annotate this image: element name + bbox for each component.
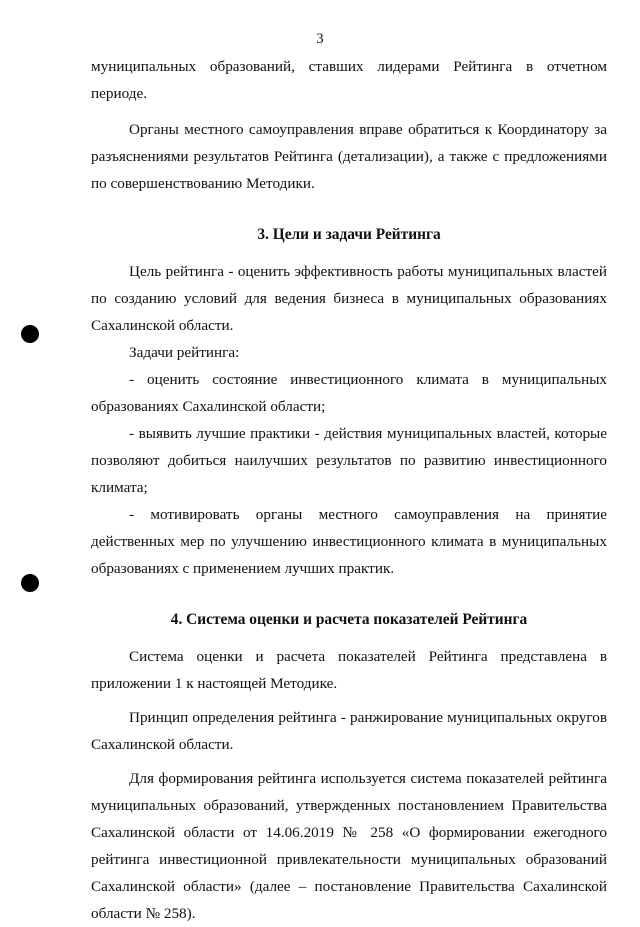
paragraph: муниципальных образований, ставших лидерами Рейтинга в отчетном периоде.: [91, 58, 607, 102]
section-heading: 4. Система оценки и расчета показателей Рейтинга: [170, 611, 528, 628]
punch-hole-mark: [21, 574, 39, 592]
paragraph: Органы местного самоуправления вправе обратиться к Координатору за разъяснениями результатов Рейтинга (детализации), а также с предложениями по совершенствованию Методики.: [91, 121, 607, 192]
list-item: - выявить лучшие практики - действия муниципальных властей, которые позволяют добиться наилучших результатов по развитию инвестиционного климата;: [91, 425, 607, 496]
paragraph: Цель рейтинга - оценить эффективность работы муниципальных властей по созданию условий для ведения бизнеса в муниципальных образованиях Сахалинской области.: [91, 263, 607, 334]
page-number: 3: [316, 31, 324, 47]
list-item: - мотивировать органы местного самоуправления на принятие действенных мер по улучшению инвестиционного климата в муниципальных образованиях с применением лучших практик.: [91, 506, 607, 577]
paragraph: Система оценки и расчета показателей Рейтинга представлена в приложении 1 к настоящей Методике.: [91, 648, 607, 692]
document-body: [91, 53, 607, 927]
list-item: - оценить состояние инвестиционного климата в муниципальных образованиях Сахалинской области;: [91, 371, 607, 415]
paragraph: Для формирования рейтинга используется система показателей рейтинга муниципальных образований, утвержденных постановлением Правительства Сахалинской области от 14.06.2019 № 258 «О формировании ежегодного рейтинга инвестиционной привлекательности муниципальных образований Сахалинской области» (далее – постановление Правительства Сахалинской области № 258).: [91, 770, 607, 922]
tasks-label: Задачи рейтинга:: [129, 344, 240, 361]
punch-hole-mark: [21, 325, 39, 343]
section-heading: 3. Цели и задачи Рейтинга: [257, 226, 441, 243]
paragraph: Принцип определения рейтинга - ранжирование муниципальных округов Сахалинской области.: [91, 709, 607, 753]
